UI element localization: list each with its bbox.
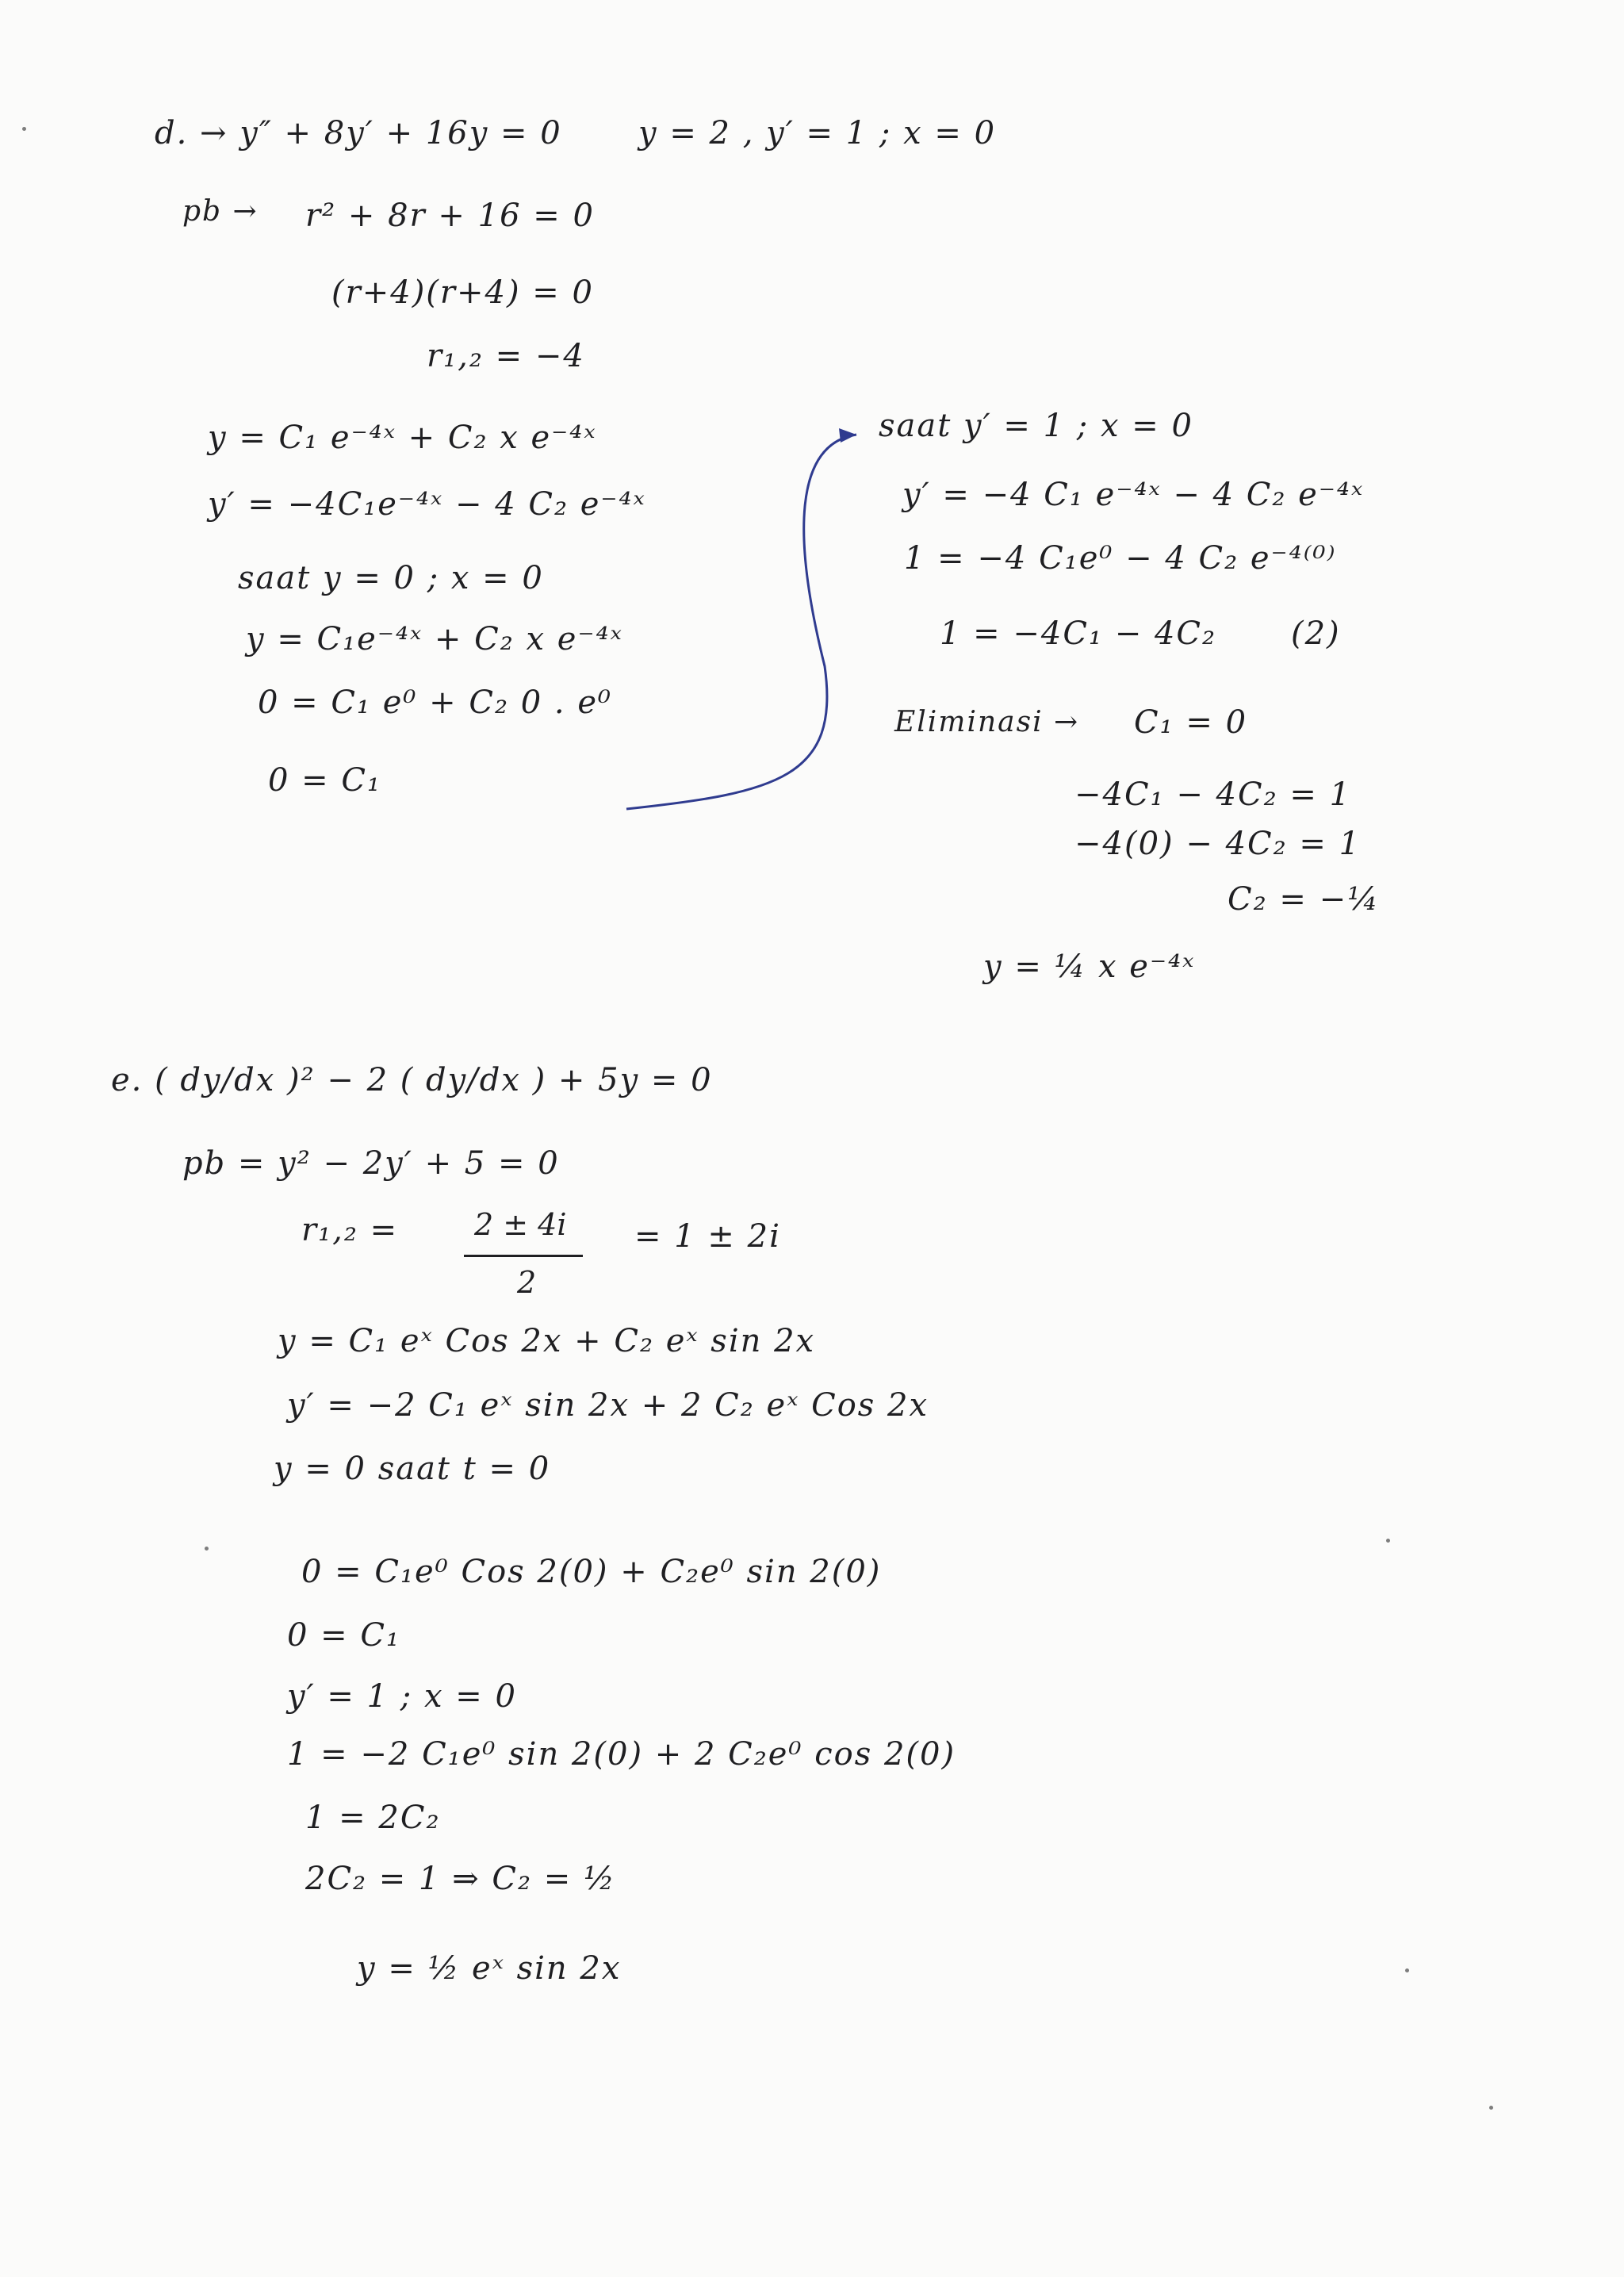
problem-e-derivative: y′ = −2 C₁ eˣ sin 2x + 2 C₂ eˣ Cos 2x bbox=[287, 1387, 929, 1424]
problem-d-eliminasi-label: Eliminasi → bbox=[894, 706, 1080, 738]
problem-e-roots-numerator: 2 ± 4i bbox=[474, 1207, 567, 1242]
problem-d-roots: r₁,₂ = −4 bbox=[427, 338, 585, 374]
problem-d-elim-step-1: −4C₁ − 4C₂ = 1 bbox=[1074, 776, 1352, 813]
problem-e-roots-result: = 1 ± 2i bbox=[634, 1218, 781, 1255]
problem-e-roots-label: r₁,₂ = bbox=[301, 1212, 399, 1248]
problem-d-characteristic-eq: r² + 8r + 16 = 0 bbox=[305, 197, 595, 234]
problem-e-characteristic-eq: pb = y² − 2y′ + 5 = 0 bbox=[182, 1145, 560, 1182]
problem-d-pb-label: pb → bbox=[182, 195, 259, 228]
paper-speck bbox=[1405, 1968, 1409, 1972]
problem-d-derivative-right: y′ = −4 C₁ e⁻⁴ˣ − 4 C₂ e⁻⁴ˣ bbox=[902, 477, 1365, 513]
paper-speck bbox=[22, 127, 26, 131]
problem-e-equation: e. ( dy/dx )² − 2 ( dy/dx ) + 5y = 0 bbox=[111, 1062, 713, 1098]
problem-e-condition-y: y = 0 saat t = 0 bbox=[274, 1451, 551, 1487]
problem-d-final-answer: y = ¼ x e⁻⁴ˣ bbox=[983, 949, 1196, 985]
paper-speck bbox=[1386, 1539, 1390, 1543]
problem-d-c2-result: C₂ = −¼ bbox=[1228, 881, 1380, 918]
problem-e-c2-step: 1 = 2C₂ bbox=[305, 1800, 441, 1836]
problem-d-initial-conditions: y = 2 , y′ = 1 ; x = 0 bbox=[638, 115, 997, 151]
problem-e-roots-denominator: 2 bbox=[517, 1265, 537, 1300]
problem-e-derivative-substitute: 1 = −2 C₁e⁰ sin 2(0) + 2 C₂e⁰ cos 2(0) bbox=[287, 1736, 956, 1773]
problem-d-elim-step-2: −4(0) − 4C₂ = 1 bbox=[1074, 826, 1362, 862]
problem-d-condition-yprime: saat y′ = 1 ; x = 0 bbox=[879, 408, 1193, 444]
problem-e-c1-result: 0 = C₁ bbox=[287, 1617, 401, 1654]
problem-d-evaluate-line: 0 = C₁ e⁰ + C₂ 0 . e⁰ bbox=[258, 684, 613, 721]
problem-e-general-solution: y = C₁ eˣ Cos 2x + C₂ eˣ sin 2x bbox=[278, 1323, 816, 1359]
problem-d-equation: d. → y″ + 8y′ + 16y = 0 bbox=[155, 115, 562, 151]
problem-d-substitute-line: y = C₁e⁻⁴ˣ + C₂ x e⁻⁴ˣ bbox=[246, 621, 623, 657]
problem-d-c1-result: 0 = C₁ bbox=[268, 762, 382, 799]
problem-d-factored: (r+4)(r+4) = 0 bbox=[331, 274, 594, 311]
problem-e-final-answer: y = ½ eˣ sin 2x bbox=[357, 1950, 622, 1987]
paper-speck bbox=[1489, 2106, 1493, 2110]
problem-e-fraction-bar bbox=[464, 1255, 583, 1257]
problem-d-equation-2: 1 = −4C₁ − 4C₂ bbox=[940, 615, 1217, 652]
problem-e-c2-result: 2C₂ = 1 ⇒ C₂ = ½ bbox=[305, 1861, 616, 1897]
problem-d-derivative: y′ = −4C₁e⁻⁴ˣ − 4 C₂ e⁻⁴ˣ bbox=[208, 486, 646, 523]
paper-speck bbox=[205, 1547, 209, 1551]
problem-d-condition-y: saat y = 0 ; x = 0 bbox=[238, 560, 544, 596]
problem-d-equation-2-tag: (2) bbox=[1291, 615, 1341, 652]
problem-d-c1-zero: C₁ = 0 bbox=[1134, 704, 1248, 741]
problem-d-general-solution: y = C₁ e⁻⁴ˣ + C₂ x e⁻⁴ˣ bbox=[208, 420, 597, 456]
problem-d-substitute-right: 1 = −4 C₁e⁰ − 4 C₂ e⁻⁴⁽⁰⁾ bbox=[904, 540, 1337, 577]
problem-e-substitute-line: 0 = C₁e⁰ Cos 2(0) + C₂e⁰ sin 2(0) bbox=[301, 1554, 882, 1590]
problem-e-condition-yprime: y′ = 1 ; x = 0 bbox=[287, 1678, 517, 1715]
